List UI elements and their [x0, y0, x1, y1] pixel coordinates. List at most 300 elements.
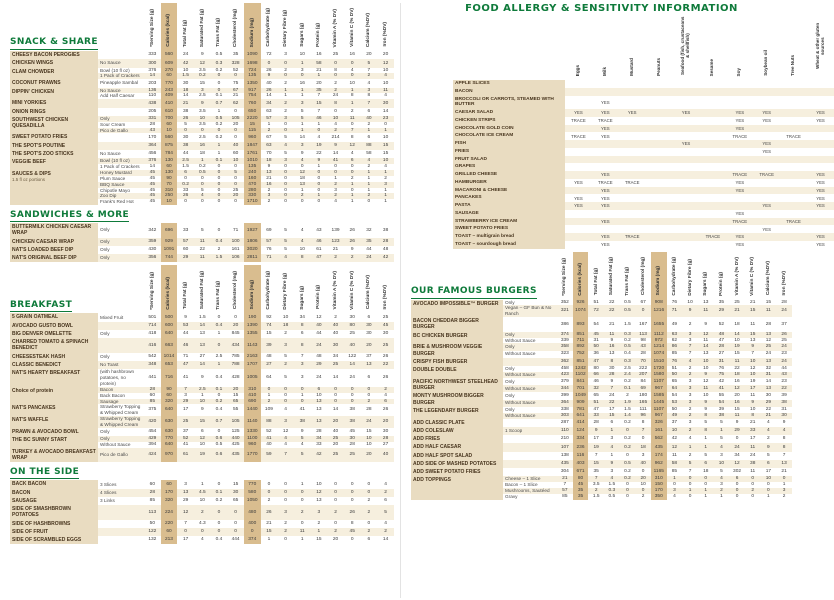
value-cell: 26: [349, 509, 355, 515]
allergen-value-cell: [673, 80, 700, 88]
value-cell: 9: [688, 308, 692, 314]
value-cell: 5: [200, 187, 204, 193]
value-cell: 701: [573, 385, 589, 392]
value-cell: 0: [350, 498, 354, 504]
value-cell: 16: [199, 142, 205, 148]
value-cell: 10: [199, 498, 205, 504]
value-cell: 1: [384, 193, 387, 199]
variant-label: [98, 133, 144, 141]
allergen-value-cell: [726, 202, 753, 210]
allergen-value-cell: [673, 179, 700, 187]
value-cell: 20: [382, 419, 389, 425]
variant-label: [503, 443, 557, 451]
value-cell: 3: [688, 378, 692, 384]
value-cell: 0: [367, 481, 371, 487]
value-cell: 11: [703, 337, 709, 343]
value-cell: 55: [718, 393, 725, 399]
value-cell: 13: [316, 398, 322, 404]
allergen-value-cell: [646, 187, 673, 195]
burgers-table-container: [411, 252, 792, 500]
value-cell: 0.5: [608, 494, 616, 500]
column-header-label: Carbohydrate (g): [671, 256, 677, 296]
value-cell: 15: [266, 331, 272, 337]
allergen-value-cell: [565, 225, 592, 233]
value-cell: 394: [148, 442, 157, 448]
allergen-value-cell: [699, 80, 726, 88]
value-cell: 744: [161, 254, 178, 262]
section-title: SNACK & SHARE: [10, 37, 98, 50]
value-cell: 5: [284, 238, 287, 244]
table-row: [10, 254, 394, 262]
value-cell: 16: [734, 378, 740, 384]
value-cell: 44: [366, 247, 372, 253]
value-cell: 0: [317, 127, 321, 133]
value-cell: 45: [149, 181, 155, 187]
value-cell: 10: [640, 482, 646, 488]
value-cell: 8: [300, 255, 304, 261]
value-cell: 220: [161, 520, 178, 528]
variant-label: Without Sauce: [505, 337, 536, 343]
value-cell: 653: [161, 361, 178, 369]
value-cell: 0: [234, 314, 237, 320]
value-cell: 18: [703, 469, 709, 475]
value-cell: 1: [300, 121, 304, 127]
item-name: ADD COLESLAW: [411, 427, 503, 435]
value-cell: 3: [184, 481, 187, 487]
value-cell: 0: [267, 481, 271, 487]
allergen-value-cell: YES: [816, 187, 825, 193]
value-cell: 13: [609, 351, 615, 357]
value-cell: 0: [284, 60, 287, 66]
value-cell: 0: [244, 528, 261, 536]
variant-label: Only: [100, 353, 110, 359]
allergen-value-cell: [673, 202, 700, 210]
variant-label: [503, 468, 557, 476]
value-cell: 76: [671, 299, 678, 305]
variant-label: (with hashbrown potatoes, no protein): [100, 369, 135, 386]
value-cell: 28: [718, 344, 725, 350]
value-cell: 1107: [651, 378, 667, 385]
value-cell: 139: [331, 227, 340, 233]
variant-label: [98, 99, 144, 107]
value-cell: 44: [182, 331, 189, 337]
value-cell: 7: [563, 482, 567, 488]
value-cell: 444: [231, 537, 240, 543]
value-cell: 0: [284, 73, 287, 79]
variant-label: 3 Slices: [100, 481, 117, 487]
table-head: [10, 265, 394, 313]
value-cell: 0.6: [215, 452, 223, 458]
item-name: CHARRED TOMATO & SPINACH BENEDICT: [10, 338, 98, 353]
value-cell: 3: [610, 469, 614, 475]
value-cell: 10: [734, 337, 740, 343]
value-cell: 700: [161, 116, 178, 122]
allergen-value-cell: [699, 117, 726, 125]
value-cell: 25: [765, 344, 772, 350]
value-cell: 3: [782, 488, 786, 494]
value-cell: 724: [244, 68, 261, 74]
value-cell: 10: [382, 134, 389, 140]
value-cell: 851: [573, 332, 589, 338]
value-cell: 45: [349, 429, 355, 435]
value-cell: 8: [704, 412, 708, 418]
value-cell: 0: [300, 164, 304, 170]
value-cell: 1350: [244, 79, 261, 87]
value-cell: 9: [267, 164, 271, 170]
allergen-value-cell: [673, 148, 700, 156]
item-name: SIDE OF SCRAMBLED EGGS: [10, 536, 98, 544]
value-cell: 416: [148, 342, 157, 348]
value-cell: 14: [332, 407, 339, 413]
column-header: [745, 252, 761, 300]
value-cell: 0: [217, 199, 221, 205]
value-cell: 80: [573, 476, 589, 482]
allergen-value-cell: [726, 96, 753, 110]
variant-label: Bowl (10 fl oz): [100, 67, 130, 73]
value-cell: 1.5: [215, 255, 223, 261]
value-cell: 10: [332, 115, 339, 121]
value-cell: 7: [641, 428, 645, 434]
allergen-value-cell: [619, 140, 646, 148]
value-cell: 13: [199, 331, 205, 337]
value-cell: 2: [217, 247, 221, 253]
value-cell: 17: [750, 436, 756, 442]
value-cell: 0: [284, 398, 287, 404]
value-cell: 1: [350, 199, 354, 205]
value-cell: 250: [161, 193, 178, 199]
column-header-label: Total Fat (g): [593, 268, 599, 296]
item-name: SOUTHWEST CHICKEN QUESADILLA: [10, 116, 98, 134]
value-cell: 1390: [244, 322, 261, 330]
variant-label: Without Sauce: [100, 442, 131, 447]
value-cell: 0: [200, 181, 204, 187]
value-cell: 5: [704, 419, 708, 425]
value-cell: 6: [384, 398, 387, 404]
table-row: [10, 497, 394, 505]
value-cell: 1: [350, 87, 354, 93]
value-cell: 0.2: [624, 436, 631, 442]
value-cell: 70: [640, 359, 646, 365]
item-name: GRILLED CHEESE: [453, 171, 565, 179]
value-cell: 60: [149, 392, 155, 398]
allergen-value-cell: TRACE: [786, 218, 801, 224]
table-row: [411, 392, 792, 399]
allergen-value-cell: TRACE: [786, 133, 801, 139]
value-cell: 7: [367, 100, 371, 106]
value-cell: 12: [734, 461, 740, 467]
value-cell: 5: [284, 227, 287, 233]
value-cell: 2: [367, 164, 371, 170]
table-row: [453, 233, 834, 241]
value-cell: 967: [651, 413, 667, 419]
value-cell: 1: [300, 392, 304, 398]
value-cell: 25: [332, 452, 339, 458]
value-cell: 4: [688, 359, 692, 365]
value-cell: 1.9: [624, 400, 631, 406]
value-cell: 1: [317, 73, 321, 79]
table-row: [453, 179, 834, 187]
allergen-value-cell: [646, 140, 673, 148]
allergen-value-cell: [646, 194, 673, 202]
value-cell: 2: [300, 509, 304, 515]
value-cell: 1655: [651, 317, 667, 332]
value-cell: 0: [200, 175, 204, 181]
value-cell: 14: [149, 164, 155, 170]
allergen-value-cell: [619, 148, 646, 156]
item-name: DIPPIN' CHICKEN: [10, 88, 98, 100]
value-cell: 15: [382, 142, 389, 148]
item-name: BACON: [453, 88, 565, 96]
value-cell: 30: [382, 100, 389, 106]
value-cell: 338: [560, 406, 569, 412]
value-cell: 9: [751, 400, 755, 406]
value-cell: 1: [367, 181, 371, 187]
value-cell: 125: [231, 429, 240, 435]
value-cell: 362: [560, 359, 569, 365]
value-cell: 19: [750, 378, 756, 384]
allergen-value-cell: [646, 132, 673, 140]
value-cell: 30: [182, 80, 189, 86]
variant-label: Zoo Dip: [100, 193, 117, 199]
value-cell: 6: [367, 314, 371, 320]
variant-label: [503, 435, 557, 443]
allergen-value-cell: YES: [816, 242, 825, 248]
value-cell: 0: [767, 482, 770, 488]
value-cell: 4: [300, 238, 304, 244]
value-cell: 1: [300, 187, 304, 193]
variant-label: Only: [100, 238, 110, 244]
value-cell: 9: [751, 344, 755, 350]
value-cell: 12: [734, 385, 740, 391]
value-cell: 423: [560, 372, 569, 378]
allergen-value-cell: TRACE: [598, 118, 613, 124]
value-cell: 5: [234, 169, 237, 175]
section-title: OUR FAMOUS BURGERS: [411, 286, 537, 299]
value-cell: 88: [266, 419, 272, 425]
value-cell: 7: [184, 520, 187, 526]
value-cell: 13: [703, 299, 709, 305]
table-row: [453, 140, 834, 148]
value-cell: 0.2: [624, 476, 631, 482]
column-header-label: Protein (g): [718, 271, 724, 296]
item-name: SIDE OF FRUIT: [10, 528, 98, 536]
value-cell: 40: [332, 331, 339, 337]
value-cell: 1: [384, 187, 387, 193]
item-name: HAMBURGER: [453, 179, 565, 187]
table-row: [10, 99, 394, 107]
table-row: [411, 443, 792, 451]
value-cell: 33: [182, 187, 189, 193]
item-name: MACARONI & CHEESE: [453, 187, 565, 195]
value-cell: 11: [750, 444, 756, 450]
value-cell: 6: [767, 461, 770, 467]
value-cell: 2: [284, 80, 287, 86]
allergen-value-cell: [673, 194, 700, 202]
value-cell: 46: [316, 238, 322, 244]
value-cell: 0: [641, 436, 645, 442]
value-cell: 409: [161, 93, 178, 99]
allergen-value-cell: [673, 117, 700, 125]
value-cell: 0: [751, 494, 755, 500]
value-cell: 0.2: [624, 378, 631, 384]
allergen-value-cell: [699, 96, 726, 110]
value-cell: 420: [148, 419, 157, 425]
value-cell: 1: [367, 127, 371, 133]
value-cell: 136: [148, 87, 157, 93]
value-cell: 19: [593, 444, 599, 450]
value-cell: 9: [610, 378, 614, 384]
value-cell: 0: [217, 175, 221, 181]
value-cell: 3: [284, 419, 287, 425]
variant-label: Honey Mustard: [100, 169, 132, 175]
value-cell: 70: [266, 151, 272, 157]
value-cell: 0: [300, 398, 304, 404]
value-cell: 1.5: [182, 164, 189, 170]
value-cell: 3: [688, 385, 692, 391]
nutrition-table: [10, 3, 394, 205]
value-cell: 1330: [244, 428, 261, 436]
value-cell: 1: [367, 175, 371, 181]
value-cell: 1: [384, 169, 387, 175]
value-cell: 6: [610, 419, 614, 425]
value-cell: 609: [161, 59, 178, 67]
column-header-label: Total Fat (g): [183, 282, 189, 310]
value-cell: 0: [367, 392, 371, 398]
table-row: [10, 51, 394, 59]
value-cell: 1847: [244, 142, 261, 150]
value-cell: 20: [332, 419, 339, 425]
item-name: ADD FRIES: [411, 435, 503, 443]
variant-label: [98, 338, 144, 353]
allergen-value-cell: [753, 80, 780, 88]
value-cell: 9: [735, 419, 739, 425]
allergen-value-cell: [780, 210, 807, 218]
value-cell: 10: [199, 442, 205, 448]
value-cell: 784: [161, 150, 178, 158]
value-cell: 24: [316, 342, 322, 348]
value-cell: 24: [781, 344, 787, 350]
allergen-value-cell: [673, 96, 700, 110]
table-row: [10, 59, 394, 67]
value-cell: 62: [232, 100, 239, 106]
value-cell: 33: [316, 442, 322, 448]
table-row: [453, 210, 834, 218]
value-cell: 28: [382, 238, 389, 244]
variant-label: [98, 505, 144, 520]
value-cell: 4: [317, 134, 321, 140]
value-cell: 39: [718, 406, 725, 412]
item-name: FRUIT SALAD: [453, 156, 565, 164]
column-header-label: Sodium (mg): [249, 17, 255, 47]
value-cell: 0: [367, 520, 371, 526]
allergen-value-cell: YES: [601, 195, 610, 201]
value-cell: 21: [182, 100, 189, 106]
value-cell: 0: [184, 175, 187, 181]
variant-label: Only: [100, 247, 110, 253]
value-cell: 330: [244, 193, 261, 199]
value-cell: 67: [266, 134, 272, 140]
value-cell: 8: [782, 444, 786, 450]
value-cell: 36: [593, 351, 599, 357]
value-cell: 10: [687, 299, 693, 305]
value-cell: 917: [244, 88, 261, 94]
value-cell: 0: [626, 482, 629, 488]
value-cell: 14: [765, 378, 772, 384]
value-cell: 480: [244, 505, 261, 520]
value-cell: 399: [560, 393, 569, 399]
column-header-label: Sodium (mg): [249, 280, 255, 310]
value-cell: 4: [384, 73, 387, 79]
allergen-value-cell: [565, 210, 592, 218]
allergen-value-cell: [699, 171, 726, 179]
table-row: [10, 489, 394, 497]
variant-label: Only: [100, 429, 110, 435]
value-cell: 109: [264, 407, 273, 413]
item-name: SIDE OF HASHBROWNS: [10, 520, 98, 528]
allergen-column-label: Sesame: [709, 58, 715, 76]
value-cell: 4: [384, 93, 387, 99]
column-header-label: Saturated Fat (g): [199, 271, 205, 310]
value-cell: 5: [384, 509, 387, 515]
value-cell: 2.4: [624, 372, 631, 378]
value-cell: 15: [765, 299, 772, 305]
value-cell: 85: [149, 498, 155, 504]
value-cell: 0: [334, 60, 337, 66]
value-cell: 33: [182, 227, 189, 233]
allergen-value-cell: YES: [601, 218, 610, 224]
table-row: [411, 419, 792, 427]
value-cell: 2: [720, 488, 723, 494]
value-cell: 1580: [651, 372, 667, 378]
value-cell: 59: [266, 452, 272, 458]
value-cell: 76: [671, 359, 678, 365]
value-cell: 60: [161, 164, 178, 170]
value-cell: 52: [718, 321, 725, 327]
value-cell: 3: [284, 509, 287, 515]
value-cell: 69: [640, 385, 646, 391]
value-cell: 21: [266, 175, 272, 181]
value-cell: 62: [671, 337, 678, 343]
value-cell: 12: [703, 378, 709, 384]
item-name: PRAWN & AVOCADO BOWL: [10, 428, 98, 436]
value-cell: 15: [593, 461, 599, 467]
value-cell: 15: [734, 351, 740, 357]
allergen-value-cell: [565, 140, 592, 148]
value-cell: 414: [573, 419, 589, 427]
value-cell: 10: [366, 442, 372, 448]
value-cell: 0.2: [198, 73, 206, 79]
value-cell: 21: [332, 247, 339, 253]
value-cell: 16: [299, 80, 305, 86]
allergen-value-cell: [780, 241, 807, 249]
value-cell: 0: [334, 398, 337, 404]
value-cell: 0: [300, 199, 304, 205]
variant-label: [98, 142, 144, 150]
value-cell: 11: [765, 308, 771, 314]
value-cell: 5: [284, 151, 287, 157]
value-cell: 9: [594, 428, 598, 434]
value-cell: 8: [350, 93, 354, 99]
value-cell: 7: [594, 452, 598, 458]
allergen-value-cell: [807, 163, 834, 171]
value-cell: 13: [199, 342, 205, 348]
value-cell: 28: [366, 407, 372, 413]
allergen-value-cell: YES: [601, 133, 610, 139]
value-cell: 31: [781, 406, 787, 412]
allergen-value-cell: TRACE: [705, 234, 721, 240]
value-cell: 9: [184, 314, 187, 320]
allergen-value-cell: [780, 194, 807, 202]
